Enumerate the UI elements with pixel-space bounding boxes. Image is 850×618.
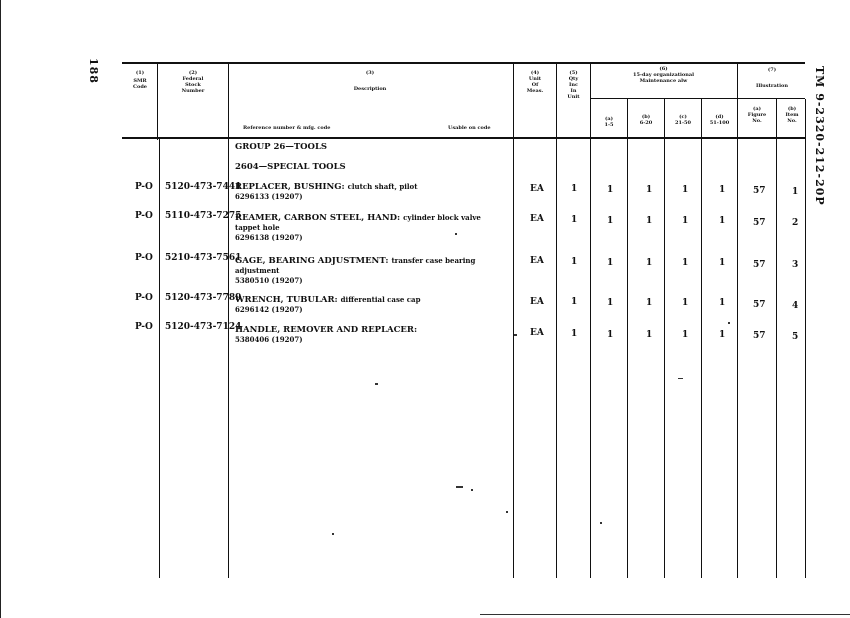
alw-c: 1 (682, 298, 689, 308)
col7-header: (7) Illustration (756, 67, 788, 89)
col3-header: (3) Description (353, 70, 387, 92)
alw-b: 1 (646, 258, 653, 268)
alw-a: 1 (607, 185, 614, 195)
unit-of-measure: EA (530, 214, 544, 224)
col-rule (776, 99, 777, 578)
alw-a: 1 (607, 258, 614, 268)
alw-d: 1 (719, 330, 726, 340)
col3-usable-label: Usable on code (448, 125, 491, 131)
alw-d: 1 (719, 258, 726, 268)
stock-number: 5210-473-7561 (165, 253, 242, 263)
alw-c: 1 (682, 216, 689, 226)
alw-a: 1 (607, 298, 614, 308)
figure-no: 57 (753, 218, 766, 228)
col2-header: (2) Federal Stock Number (181, 70, 205, 94)
item-no: 2 (792, 218, 799, 228)
alw-a: 1 (607, 330, 614, 340)
smr-code: P-O (135, 293, 153, 303)
scan-speck (332, 533, 334, 535)
col6a-header: (a) 1-5 (604, 116, 614, 128)
col-rule (664, 99, 665, 578)
scan-speck (514, 334, 517, 336)
page-edge (0, 0, 1, 618)
alw-b: 1 (646, 185, 653, 195)
item-no: 3 (792, 260, 799, 270)
smr-code: P-O (135, 211, 153, 221)
group-subtitle: 2604—SPECIAL TOOLS (235, 162, 346, 172)
item-no: 5 (792, 332, 799, 342)
scan-edge (480, 614, 850, 615)
description: HANDLE, REMOVER AND REPLACER: 5380406 (19207) (235, 325, 418, 344)
col3-ref-label: Reference number & mfg. code (243, 125, 331, 131)
figure-no: 57 (753, 331, 766, 341)
qty: 1 (571, 297, 578, 307)
description: WRENCH, TUBULAR: differential case cap 6296142 (19207) (235, 295, 421, 314)
col-rule (590, 63, 591, 578)
scan-speck (375, 383, 378, 385)
stock-number: 5120-473-7789 (165, 293, 242, 303)
alw-d: 1 (719, 216, 726, 226)
unit-of-measure: EA (530, 297, 544, 307)
scan-speck (600, 522, 602, 524)
col-rule (805, 99, 806, 578)
col7a-header: (a) Figure No. (747, 106, 767, 124)
header-bottom-rule (122, 137, 805, 139)
stock-number: 5120-473-7124 (165, 322, 242, 332)
col-rule (513, 63, 514, 578)
col6d-header: (d) 51-100 (709, 114, 730, 126)
smr-code: P-O (135, 322, 153, 332)
col4-header: (4) Unit Of Meas. (526, 70, 544, 94)
smr-code: P-O (135, 182, 153, 192)
col5-header: (5) Qty Inc In Unit (567, 70, 580, 100)
stock-number: 5120-473-7441 (165, 182, 242, 192)
col6c-header: (c) 21-50 (675, 114, 691, 126)
unit-of-measure: EA (530, 256, 544, 266)
alw-d: 1 (719, 298, 726, 308)
col1-header: (1) SMR Code (133, 70, 147, 90)
col-rule (157, 63, 158, 140)
alw-c: 1 (682, 258, 689, 268)
figure-no: 57 (753, 300, 766, 310)
col-rule (556, 63, 557, 578)
unit-of-measure: EA (530, 328, 544, 338)
page-number: 188 (87, 58, 100, 84)
description: REPLACER, BUSHING: clutch shaft, pilot 6296133 (19207) (235, 182, 418, 201)
col7b-header: (b) Item No. (785, 106, 799, 124)
scan-speck (456, 486, 463, 488)
unit-of-measure: EA (530, 184, 544, 194)
scan-speck (506, 511, 508, 513)
table-top-rule (122, 62, 805, 64)
col-rule (159, 139, 160, 578)
col-rule (228, 139, 229, 578)
qty: 1 (571, 184, 578, 194)
smr-code: P-O (135, 253, 153, 263)
scan-speck (471, 489, 473, 491)
description: REAMER, CARBON STEEL, HAND: cylinder block valve tappet hole 6296138 (19207) (235, 213, 481, 242)
alw-a: 1 (607, 216, 614, 226)
col-rule (737, 63, 738, 578)
scan-speck (455, 233, 457, 235)
col6b-header: (b) 6-20 (639, 114, 653, 126)
alw-c: 1 (682, 330, 689, 340)
description: GAGE, BEARING ADJUSTMENT: transfer case bearing adjustment 5380510 (19207) (235, 256, 476, 285)
group-title: GROUP 26—TOOLS (235, 142, 328, 152)
col-rule (701, 99, 702, 578)
item-no: 1 (792, 187, 799, 197)
col-rule (627, 99, 628, 578)
qty: 1 (571, 329, 578, 339)
alw-c: 1 (682, 185, 689, 195)
scan-speck (728, 322, 730, 324)
alw-d: 1 (719, 185, 726, 195)
qty: 1 (571, 257, 578, 267)
alw-b: 1 (646, 330, 653, 340)
item-no: 4 (792, 301, 799, 311)
alw-b: 1 (646, 298, 653, 308)
col-rule (228, 63, 229, 140)
col7-sub-rule (737, 98, 805, 99)
col6-header: (6) 15-day organizational Maintenance alw (632, 66, 695, 84)
document-code: TM 9-2320-212-20P (813, 66, 826, 206)
figure-no: 57 (753, 260, 766, 270)
scan-speck (678, 378, 683, 379)
qty: 1 (571, 215, 578, 225)
alw-b: 1 (646, 216, 653, 226)
stock-number: 5110-473-7275 (165, 211, 242, 221)
figure-no: 57 (753, 186, 766, 196)
